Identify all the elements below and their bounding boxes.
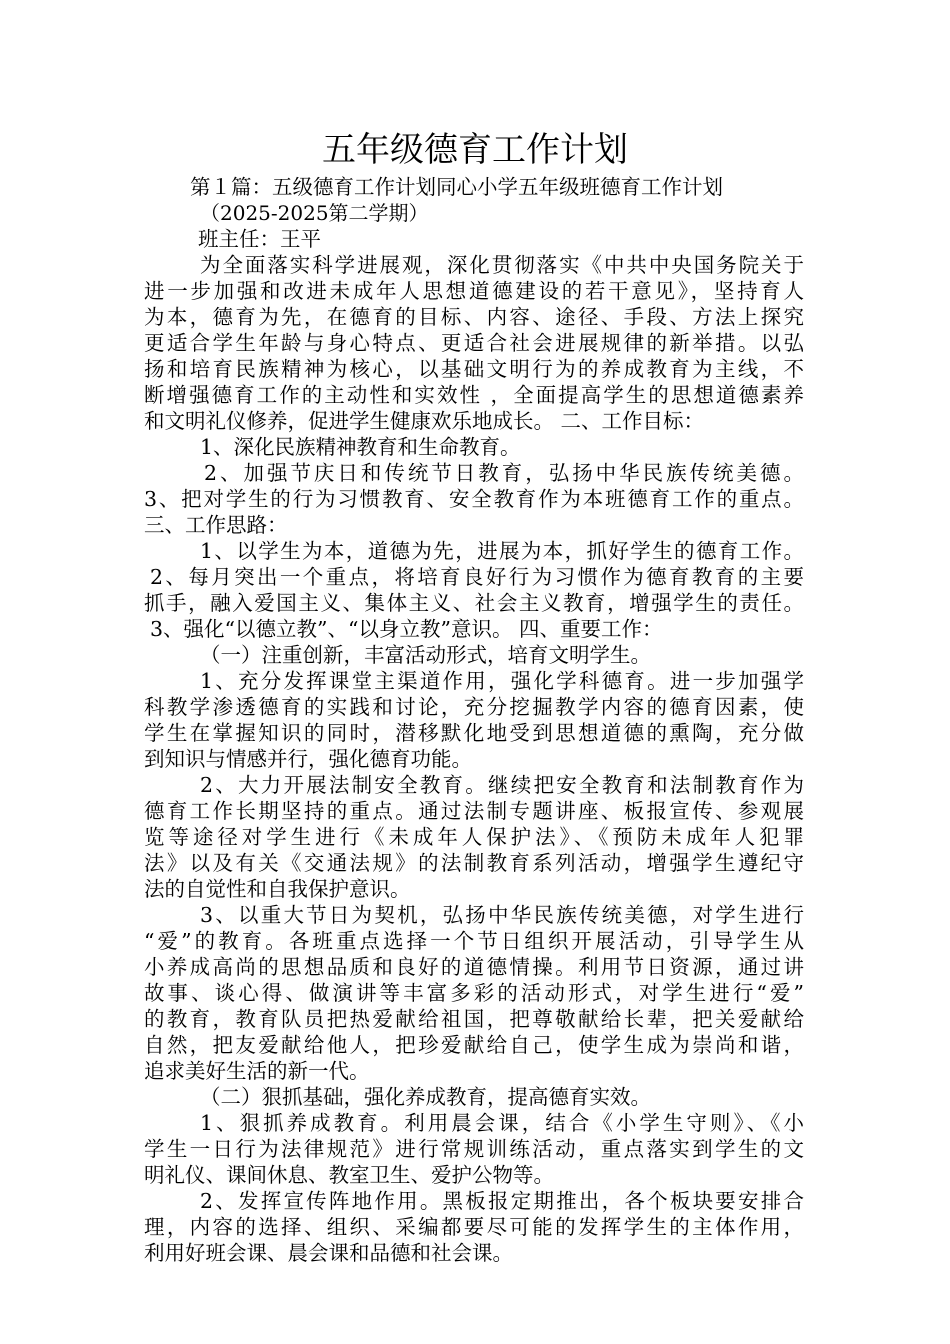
text-line: 法》以及有关《交通法规》的法制教育系列活动，增强学生遵纪守 — [144, 851, 804, 875]
text-line: 理，内容的选择、组织、采编都要尽可能的发挥学生的主体作用， — [144, 1215, 804, 1239]
text-line: “爱”的教育。各班重点选择一个节日组织开展活动，引导学生从 — [144, 929, 804, 953]
text-line: 学生在掌握知识的同时，潜移默化地受到思想道德的熏陶，充分做 — [144, 721, 804, 745]
text-line: 为全面落实科学进展观，深化贯彻落实《中共中央国务院关于 — [200, 253, 804, 277]
text-line: 德育工作长期坚持的重点。通过法制专题讲座、板报宣传、参观展 — [144, 799, 804, 823]
text-line: 3、以重大节日为契机，弘扬中华民族传统美德，对学生进行 — [200, 903, 804, 927]
text-line: （一）注重创新，丰富活动形式，培育文明学生。 — [200, 643, 651, 667]
text-line: 追求美好生活的新一代。 — [144, 1059, 370, 1083]
text-line: 小养成高尚的思想品质和良好的道德情操。利用节日资源，通过讲 — [144, 955, 804, 979]
document-title: 五年级德育工作计划 — [322, 130, 628, 170]
text-line: 2、每月突出一个重点，将培育良好行为习惯作为德育教育的主要 — [150, 565, 804, 589]
text-line: 法的自觉性和自我保护意识。 — [144, 877, 411, 901]
text-line: 科教学渗透德育的实践和讨论，充分挖掘教学内容的德育因素，使 — [144, 695, 804, 719]
text-line: 学生一日行为法律规范》进行常规训练活动，重点落实到学生的文 — [144, 1137, 804, 1161]
text-line: 2、发挥宣传阵地作用。黑板报定期推出，各个板块要安排合 — [200, 1189, 804, 1213]
text-line: 进一步加强和改进未成年人思想道德建设的若干意见》，坚持育人 — [144, 279, 804, 303]
text-line: 第１篇：五级德育工作计划同心小学五年级班德育工作计划 — [190, 175, 723, 199]
text-line: 更适合学生年龄与身心特点、更适合社会进展规律的新举措。以弘 — [144, 331, 804, 355]
text-line: 览等途径对学生进行《未成年人保护法》、《预防未成年人犯罪 — [144, 825, 804, 849]
text-line: 1、狠抓养成教育。利用晨会课，结合《小学生守则》、《小 — [200, 1111, 804, 1135]
text-line: 1、以学生为本，道德为先，进展为本，抓好学生的德育工作。 — [200, 539, 804, 563]
text-line: 的教育，教育队员把热爱献给祖国，把尊敬献给长辈，把关爱献给 — [144, 1007, 804, 1031]
text-line: 三、工作思路： — [144, 513, 288, 537]
text-line: 1、深化民族精神教育和生命教育。 — [200, 435, 521, 459]
text-line: 2、加强节庆日和传统节日教育，弘扬中华民族传统美德。 — [204, 461, 804, 485]
text-line: 1、充分发挥课堂主渠道作用，强化学科德育。进一步加强学 — [200, 669, 804, 693]
text-line: 断增强德育工作的主动性和实效性 ，全面提高学生的思想道德素养 — [144, 383, 804, 407]
text-line: 班主任：王平 — [198, 227, 321, 251]
text-line: 自然，把友爱献给他人，把珍爱献给自己，使学生成为崇尚和谐， — [144, 1033, 804, 1057]
text-line: 为本，德育为先，在德育的目标、内容、途径、手段、方法上探究 — [144, 305, 804, 329]
text-line: 故事、谈心得、做演讲等丰富多彩的活动形式，对学生进行“爱” — [144, 981, 804, 1005]
text-line: 抓手，融入爱国主义、集体主义、社会主义教育，增强学生的责任。 — [144, 591, 804, 615]
text-line: 3、把对学生的行为习惯教育、安全教育作为本班德育工作的重点。 — [144, 487, 804, 511]
text-line: （二）狠抓基础，强化养成教育，提高德育实效。 — [200, 1085, 651, 1109]
text-line: 明礼仪、课间休息、教室卫生、爱护公物等。 — [144, 1163, 554, 1187]
text-line: 和文明礼仪修养，促进学生健康欢乐地成长。 二、工作目标： — [144, 409, 705, 433]
text-line: 2、大力开展法制安全教育。继续把安全教育和法制教育作为 — [200, 773, 804, 797]
text-line: （2025-2025第二学期） — [200, 201, 429, 225]
text-line: 到知识与情感并行，强化德育功能。 — [144, 747, 472, 771]
text-line: 利用好班会课、晨会课和品德和社会课。 — [144, 1241, 513, 1265]
text-line: 扬和培育民族精神为核心，以基础文明行为的养成教育为主线，不 — [144, 357, 804, 381]
text-line: 3、强化“以德立教”、“以身立教”意识。 四、重要工作： — [150, 617, 663, 641]
